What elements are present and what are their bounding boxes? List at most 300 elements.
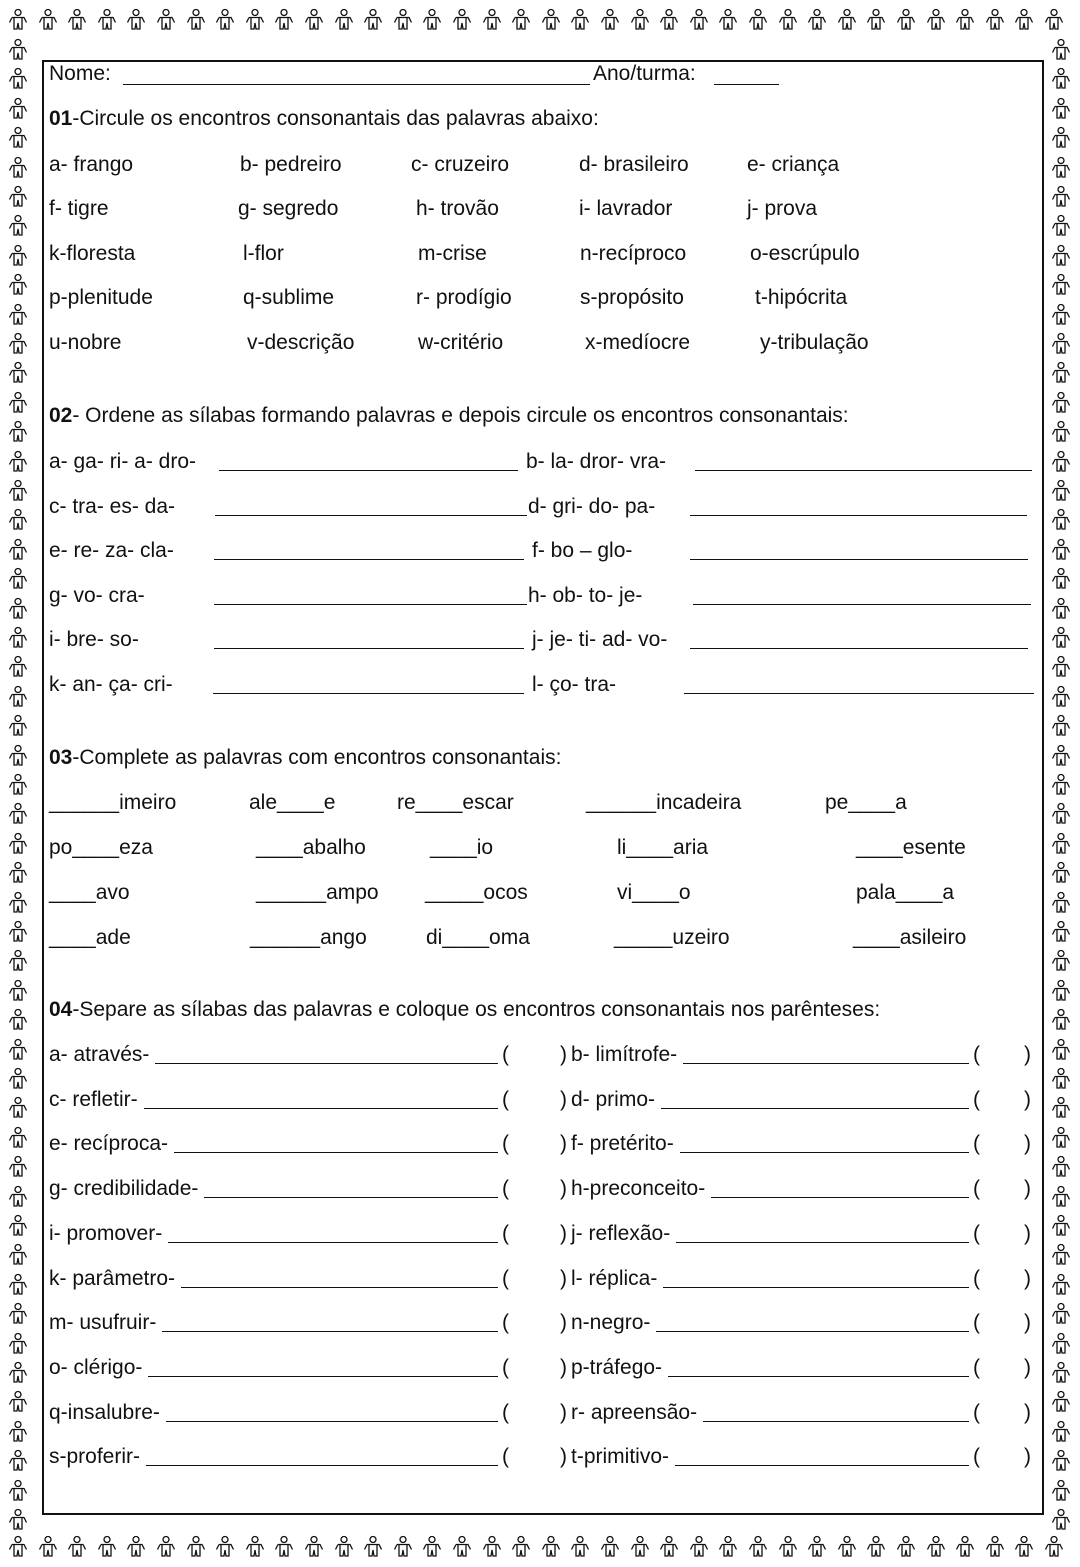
q4-right [560,1088,980,1112]
person-icon [1050,655,1072,679]
name-label: Nome: [49,62,111,85]
person-icon [836,8,858,32]
q4-syllable-line[interactable] [204,1197,498,1198]
q4-word: l- réplica- [571,1266,658,1290]
q2-answer-line[interactable] [684,693,1034,694]
q4-syllable-line[interactable] [162,1331,498,1332]
q4-syllable-line[interactable] [675,1465,969,1466]
close-paren: ) [560,1132,567,1156]
person-icon [7,1535,29,1559]
person-icon [155,8,177,32]
q4-right [560,1401,980,1425]
person-icon [954,1535,976,1559]
person-icon [1050,450,1072,474]
person-icon [7,332,29,356]
open-paren[interactable]: ( [973,1355,980,1379]
person-icon [984,1535,1006,1559]
q4-word: m- usufruir- [49,1311,157,1335]
q3-word-blank[interactable]: ______ango [250,926,367,949]
person-icon [1050,420,1072,444]
q1-word: h- trovão [416,197,499,220]
q4-word: a- através- [49,1043,150,1066]
q2-syllables: c- tra- es- da- [49,494,176,518]
q1-word: q-sublime [243,286,335,309]
person-icon [7,38,29,62]
person-icon [7,538,29,562]
person-icon [333,1535,355,1559]
q4-syllable-line[interactable] [146,1465,498,1466]
open-paren[interactable]: ( [973,1311,980,1335]
q3-word-blank[interactable]: li____aria [617,836,709,859]
q4-right [560,1177,980,1201]
person-icon [1050,97,1072,121]
q1-title: 01-Circule os encontros consonantais das palavras abaixo: [49,107,599,130]
open-paren[interactable]: ( [502,1132,509,1156]
q2-syllables: j- je- ti- ad- vo- [532,628,668,652]
q1-word: c- cruzeiro [411,153,510,176]
person-icon [1050,567,1072,591]
q2-answer-line[interactable] [214,648,524,649]
q4-right [560,1356,980,1380]
q3-word-blank[interactable]: po____eza [49,836,153,859]
q3-word-blank[interactable]: vi____o [617,881,691,904]
close-paren: ) [1024,1087,1031,1111]
q4-syllable-line[interactable] [668,1376,969,1377]
q2-syllables: g- vo- cra- [49,583,145,607]
open-paren[interactable]: ( [973,1400,980,1424]
person-icon [392,8,414,32]
person-icon [7,508,29,532]
close-paren: ) [560,1311,567,1335]
person-icon [1050,391,1072,415]
q4-row [0,1132,1080,1156]
q4-syllable-line[interactable] [174,1152,498,1153]
person-icon [7,891,29,915]
person-icon [1043,1535,1065,1559]
person-icon [481,1535,503,1559]
q4-syllable-line[interactable] [168,1242,498,1243]
q1-word: m-crise [418,242,487,265]
person-icon [1050,714,1072,738]
person-icon [865,1535,887,1559]
person-icon [1050,361,1072,385]
q4-left [49,1311,509,1335]
person-icon [1050,832,1072,856]
person-icon [7,185,29,209]
q4-syllable-line[interactable] [181,1287,498,1288]
q1-word: p-plenitude [49,286,153,309]
person-icon [96,1535,118,1559]
q4-syllable-line[interactable] [166,1421,498,1422]
person-icon [925,1535,947,1559]
open-paren[interactable]: ( [973,1177,980,1201]
q4-row [0,1311,1080,1335]
q4-syllable-line[interactable] [680,1152,969,1153]
person-icon [244,8,266,32]
open-paren[interactable]: ( [973,1043,980,1066]
person-icon [333,8,355,32]
q1-word: g- segredo [238,197,339,220]
person-icon [7,655,29,679]
q4-syllable-line[interactable] [711,1197,969,1198]
person-icon [273,8,295,32]
q2-answer-line[interactable] [690,559,1028,560]
open-paren[interactable]: ( [502,1043,509,1066]
person-icon [510,1535,532,1559]
person-icon [540,8,562,32]
q4-word: d- primo- [571,1087,656,1111]
person-icon [629,1535,651,1559]
q4-left [49,1088,509,1112]
q1-word: w-critério [418,331,504,354]
person-icon [7,832,29,856]
q1-word: l-flor [243,242,284,265]
open-paren[interactable]: ( [502,1266,509,1290]
open-paren[interactable]: ( [502,1087,509,1111]
q2-syllables: h- ob- to- je- [528,583,643,607]
q4-row [0,1267,1080,1291]
person-icon [658,1535,680,1559]
q4-syllable-line[interactable] [656,1331,969,1332]
person-icon [7,156,29,180]
open-paren[interactable]: ( [973,1445,980,1469]
person-icon [7,97,29,121]
person-icon [925,8,947,32]
person-icon [1050,979,1072,1003]
q4-left [49,1177,509,1201]
person-icon [1050,244,1072,268]
person-icon [1043,8,1065,32]
q4-word: g- credibilidade- [49,1177,199,1201]
q2-syllables: a- ga- ri- a- dro- [49,450,197,473]
person-icon [7,567,29,591]
q2-syllables: b- la- dror- vra- [526,450,667,473]
q4-word: e- recíproca- [49,1132,169,1156]
person-icon [865,8,887,32]
q3-word-blank[interactable]: pala____a [856,881,955,904]
person-icon [1013,8,1035,32]
person-icon [569,8,591,32]
close-paren: ) [1024,1400,1031,1424]
person-icon [185,1535,207,1559]
close-paren: ) [1024,1132,1031,1156]
person-icon [895,1535,917,1559]
q3-word-blank[interactable]: ____asileiro [853,926,967,949]
person-icon [7,1243,29,1267]
person-icon [540,1535,562,1559]
person-icon [806,1535,828,1559]
person-icon [1050,332,1072,356]
q1-word: a- frango [49,153,134,176]
open-paren[interactable]: ( [973,1087,980,1111]
q1-word: i- lavrador [579,197,673,220]
q2-syllables: i- bre- so- [49,628,139,652]
q4-word: i- promover- [49,1221,163,1245]
close-paren: ) [560,1221,567,1245]
person-icon [481,8,503,32]
person-icon [7,1479,29,1503]
q3-word-blank[interactable]: ____io [430,836,494,859]
open-paren[interactable]: ( [973,1221,980,1245]
close-paren: ) [1024,1266,1031,1290]
q4-right [560,1267,980,1291]
person-icon [7,714,29,738]
person-icon [303,1535,325,1559]
person-icon [1050,479,1072,503]
person-icon [7,861,29,885]
person-icon [7,1508,29,1532]
q3-word-blank[interactable]: pe____a [825,791,907,814]
person-icon [392,1535,414,1559]
person-icon [688,1535,710,1559]
q1-word: j- prova [747,197,818,220]
q3-word-blank[interactable]: ____avo [49,881,130,904]
person-icon [688,8,710,32]
q4-row [0,1222,1080,1246]
person-icon [244,1535,266,1559]
q2-answer-line[interactable] [690,515,1027,516]
person-icon [7,67,29,91]
q2-answer-line[interactable] [693,604,1031,605]
q2-syllables: k- an- ça- cri- [49,673,173,696]
q1-word: y-tribulação [760,331,869,354]
person-icon [895,8,917,32]
person-icon [451,1535,473,1559]
person-icon [1050,685,1072,709]
person-icon [1050,597,1072,621]
person-icon [7,303,29,327]
q3-word-blank[interactable]: di____oma [426,926,530,949]
q1-word: n-recíproco [580,242,687,265]
q2-answer-line[interactable] [213,693,524,694]
q1-word: o-escrúpulo [750,242,860,265]
person-icon [984,8,1006,32]
person-icon [1050,920,1072,944]
person-icon [7,1008,29,1032]
close-paren: ) [1024,1043,1031,1066]
person-icon [37,1535,59,1559]
person-icon [66,1535,88,1559]
person-icon [7,597,29,621]
q4-syllable-line[interactable] [683,1063,969,1064]
person-icon [7,802,29,826]
open-paren[interactable]: ( [502,1355,509,1379]
q3-word-blank[interactable]: ______imeiro [49,791,177,814]
q4-word: n-negro- [571,1311,651,1335]
person-icon [125,8,147,32]
person-icon [7,744,29,768]
open-paren[interactable]: ( [502,1445,509,1469]
person-icon [836,1535,858,1559]
close-paren: ) [1024,1445,1031,1469]
person-icon [7,391,29,415]
person-icon [1050,1508,1072,1532]
worksheet-frame [42,60,1044,1515]
close-paren: ) [560,1400,567,1424]
person-icon [1050,538,1072,562]
q4-left [49,1222,509,1246]
person-icon [1050,156,1072,180]
person-icon [7,214,29,238]
q1-word: u-nobre [49,331,122,354]
q3-word-blank[interactable]: re____escar [397,791,514,814]
person-icon [7,126,29,150]
q4-right [560,1222,980,1246]
q4-left [49,1132,509,1156]
q4-left [49,1401,509,1425]
class-label: Ano/turma: [593,62,696,85]
name-field[interactable] [123,84,590,85]
person-icon [1050,626,1072,650]
person-icon [599,8,621,32]
q3-word-blank[interactable]: ______ampo [256,881,379,904]
person-icon [7,273,29,297]
q2-answer-line[interactable] [690,648,1028,649]
q4-right [560,1445,980,1469]
person-icon [1013,1535,1035,1559]
person-icon [1050,1332,1072,1356]
q2-syllables: f- bo – glo- [532,539,633,563]
person-icon [1050,773,1072,797]
q3-word-blank[interactable]: ____abalho [256,836,366,859]
q4-left [49,1356,509,1380]
q4-row [0,1401,1080,1425]
person-icon [1050,1155,1072,1179]
person-icon [214,1535,236,1559]
q3-word-blank[interactable]: ____esente [856,836,966,859]
person-icon [7,626,29,650]
person-icon [7,1155,29,1179]
person-icon [777,8,799,32]
close-paren: ) [1024,1221,1031,1245]
q4-word: b- limítrofe- [571,1043,678,1066]
close-paren: ) [1024,1177,1031,1201]
q1-word: x-medíocre [585,331,691,354]
q2-syllables: d- gri- do- pa- [528,494,656,518]
person-icon [362,1535,384,1559]
person-icon [1050,1243,1072,1267]
person-icon [658,8,680,32]
q1-word: f- tigre [49,197,109,220]
person-icon [96,8,118,32]
person-icon [1050,744,1072,768]
q4-syllable-line[interactable] [144,1108,498,1109]
close-paren: ) [560,1266,567,1290]
q4-left [49,1445,509,1469]
class-field[interactable] [714,84,779,85]
person-icon [7,8,29,32]
q4-syllable-line[interactable] [661,1108,969,1109]
q4-row [0,1445,1080,1469]
q4-word: o- clérigo- [49,1355,143,1379]
q2-title: 02- Ordene as sílabas formando palavras e depois circule os encontros consonantais: [49,404,849,427]
q3-word-blank[interactable]: _____uzeiro [614,926,730,949]
open-paren[interactable]: ( [502,1400,509,1424]
open-paren[interactable]: ( [502,1177,509,1201]
person-icon [599,1535,621,1559]
q2-syllables: l- ço- tra- [532,673,616,696]
q4-row [0,1177,1080,1201]
q3-word-blank[interactable]: ale____e [249,791,336,814]
person-icon [629,8,651,32]
person-icon [1050,126,1072,150]
q2-answer-line[interactable] [215,515,527,516]
q2-answer-line[interactable] [219,470,518,471]
person-icon [1050,508,1072,532]
person-icon [717,8,739,32]
q2-answer-line[interactable] [695,470,1032,471]
person-icon [1050,67,1072,91]
person-icon [806,8,828,32]
close-paren: ) [560,1177,567,1201]
open-paren[interactable]: ( [973,1266,980,1290]
q1-word: t-hipócrita [755,286,848,309]
q4-left [49,1267,509,1291]
q3-word-blank[interactable]: _____ocos [425,881,528,904]
person-icon [7,979,29,1003]
q4-syllable-line[interactable] [676,1242,969,1243]
q4-right [560,1311,980,1335]
q3-word-blank[interactable]: ______incadeira [586,791,742,814]
q4-syllable-line[interactable] [703,1421,969,1422]
q2-syllables: e- re- za- cla- [49,539,174,563]
q3-title: 03-Complete as palavras com encontros consonantais: [49,746,562,769]
person-icon [362,8,384,32]
person-icon [125,1535,147,1559]
person-icon [66,8,88,32]
person-icon [7,920,29,944]
q4-syllable-line[interactable] [148,1376,498,1377]
person-icon [7,420,29,444]
q4-right [560,1043,980,1067]
person-icon [273,1535,295,1559]
person-icon [1050,38,1072,62]
person-icon [7,685,29,709]
q4-right [560,1132,980,1156]
q1-word: b- pedreiro [240,153,342,176]
q1-word: d- brasileiro [579,153,689,176]
person-icon [421,8,443,32]
q4-syllable-line[interactable] [155,1063,498,1064]
person-icon [7,479,29,503]
q2-answer-line[interactable] [214,559,524,560]
close-paren: ) [560,1043,567,1066]
open-paren[interactable]: ( [973,1132,980,1156]
q4-word: t-primitivo- [571,1445,669,1469]
person-icon [1050,273,1072,297]
open-paren[interactable]: ( [502,1221,509,1245]
q2-answer-line[interactable] [214,604,527,605]
person-icon [1050,1479,1072,1503]
open-paren[interactable]: ( [502,1311,509,1335]
person-icon [7,450,29,474]
person-icon [777,1535,799,1559]
q4-word: k- parâmetro- [49,1266,176,1290]
close-paren: ) [560,1087,567,1111]
q3-word-blank[interactable]: ____ade [49,926,131,949]
person-icon [7,1332,29,1356]
q4-title: 04-Separe as sílabas das palavras e coloque os encontros consonantais nos parênteses: [49,998,881,1021]
person-icon [7,773,29,797]
person-icon [1050,861,1072,885]
q4-row [0,1088,1080,1112]
q4-syllable-line[interactable] [663,1287,969,1288]
close-paren: ) [1024,1311,1031,1335]
person-icon [747,1535,769,1559]
q4-word: q-insalubre- [49,1400,160,1424]
q1-word: e- criança [747,153,840,176]
close-paren: ) [560,1355,567,1379]
